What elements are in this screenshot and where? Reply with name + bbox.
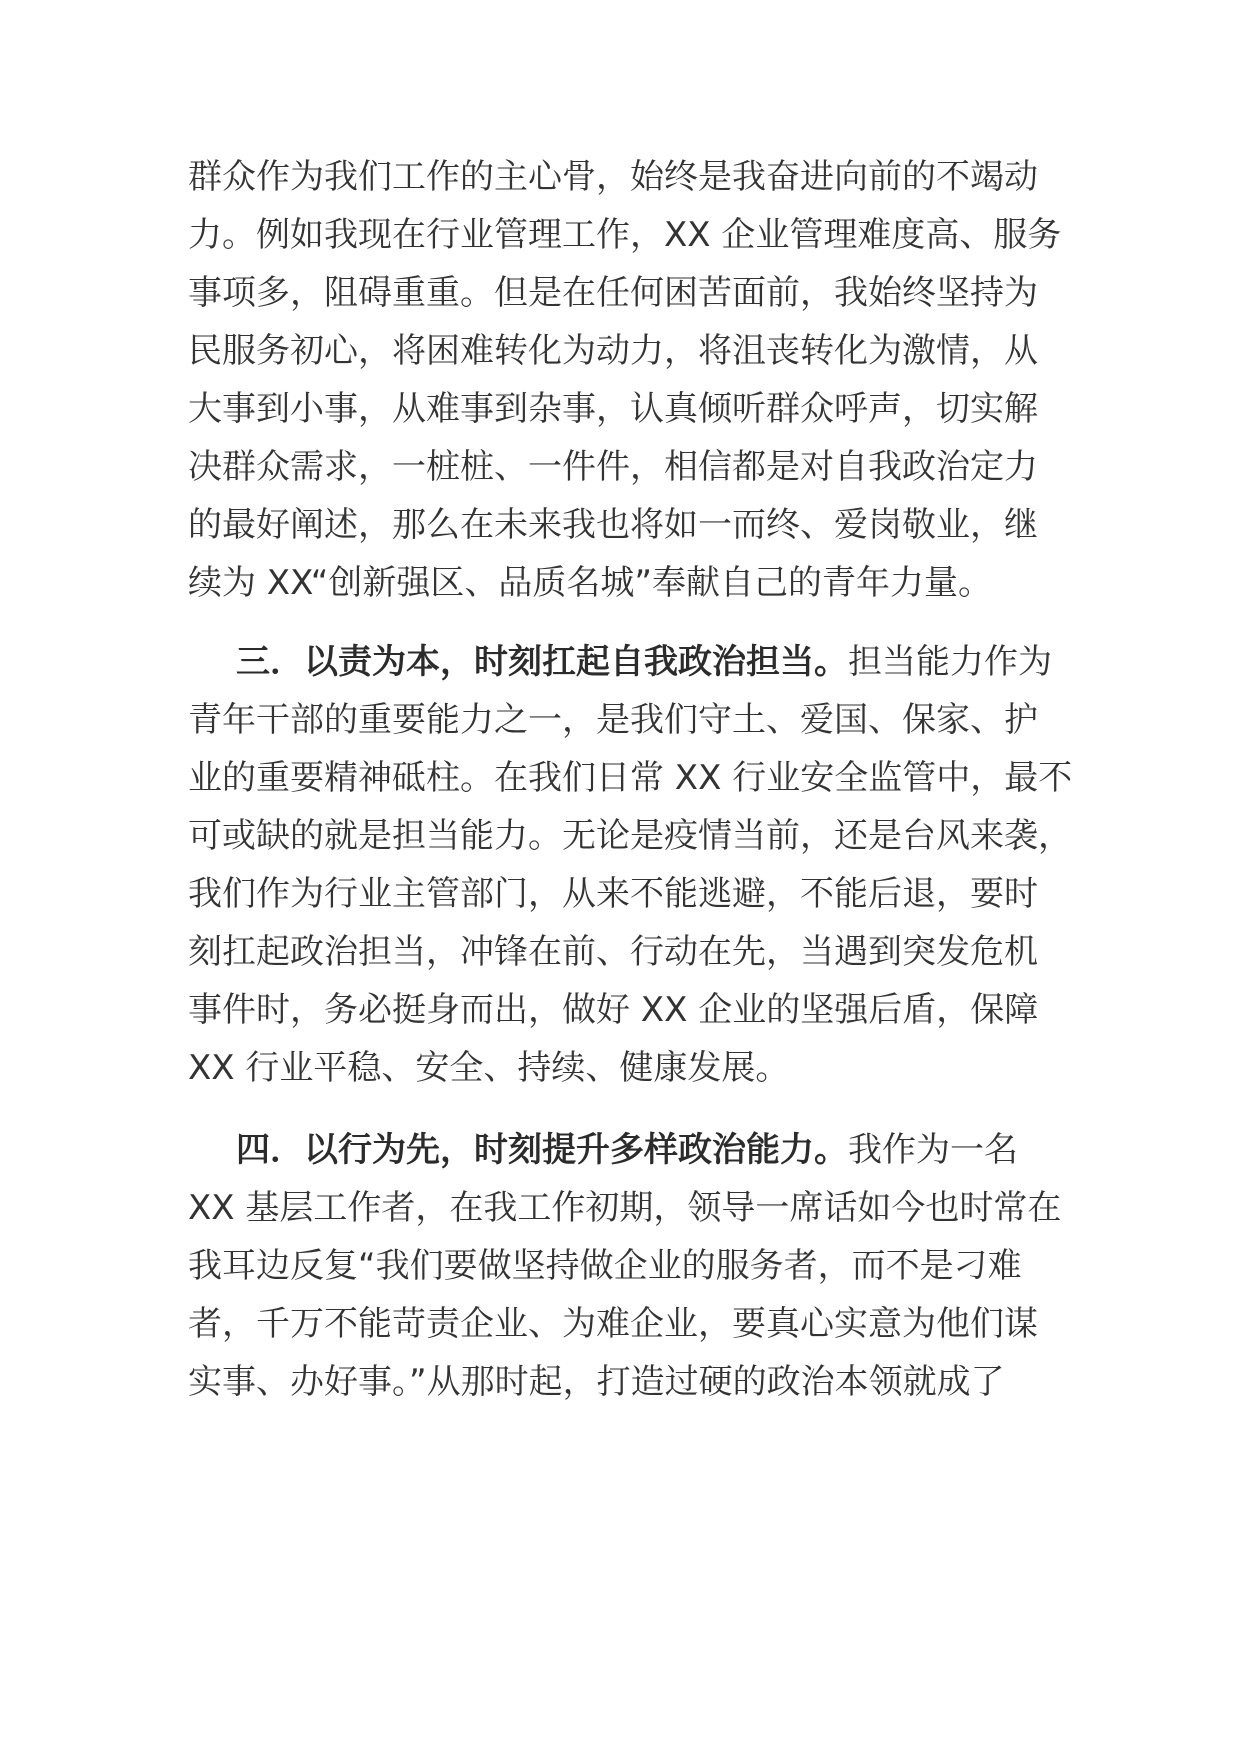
paragraph-first-line: [236, 1128, 1018, 1172]
text-line: 事件时，务必挺身而出，做好 XX 企业的坚强后盾，保障: [188, 990, 1039, 1030]
text-line: 事项多，阻碍重重。但是在任何困苦面前，我始终坚持为: [188, 273, 1038, 313]
text-line: XX 行业平稳、安全、持续、健康发展。: [188, 1048, 790, 1088]
section-heading: 四．以行为先，时刻提升多样政治能力。: [236, 1130, 848, 1170]
text-line: 决群众需求，一桩桩、一件件，相信都是对自我政治定力: [188, 447, 1038, 487]
text-line: 大事到小事，从难事到杂事，认真倾听群众呼声，切实解: [188, 389, 1038, 429]
text-line: 可或缺的就是担当能力。无论是疫情当前，还是台风来袭，: [188, 816, 1072, 856]
text-line: 刻扛起政治担当，冲锋在前、行动在先，当遇到突发危机: [188, 932, 1038, 972]
text-line: 青年干部的重要能力之一，是我们守土、爱国、保家、护: [188, 700, 1038, 740]
text-span: 我作为一名: [848, 1130, 1018, 1170]
text-line: 民服务初心，将困难转化为动力，将沮丧转化为激情，从: [188, 331, 1038, 371]
text-line: 续为 XX“创新强区、品质名城”奉献自己的青年力量。: [188, 563, 992, 603]
text-line: 的最好阐述，那么在未来我也将如一而终、爱岗敬业，继: [188, 505, 1038, 545]
text-line: 业的重要精神砥柱。在我们日常 XX 行业安全监管中，最不: [188, 758, 1073, 798]
text-line: 我耳边反复“我们要做坚持做企业的服务者，而不是刁难: [188, 1246, 1022, 1286]
text-line: 我们作为行业主管部门，从来不能逃避，不能后退，要时: [188, 874, 1038, 914]
paragraph-first-line: [236, 640, 1052, 684]
text-span: 担当能力作为: [848, 642, 1052, 682]
section-heading: 三．以责为本，时刻扛起自我政治担当。: [236, 642, 848, 682]
text-line: 实事、办好事。”从那时起，打造过硬的政治本领就成了: [188, 1362, 1005, 1402]
text-line: XX 基层工作者，在我工作初期，领导一席话如今也时常在: [188, 1188, 1062, 1228]
text-line: 群众作为我们工作的主心骨，始终是我奋进向前的不竭动: [188, 157, 1038, 197]
text-line: 者，千万不能苛责企业、为难企业，要真心实意为他们谋: [188, 1304, 1038, 1344]
text-line: 力。例如我现在行业管理工作，XX 企业管理难度高、服务: [188, 215, 1062, 255]
